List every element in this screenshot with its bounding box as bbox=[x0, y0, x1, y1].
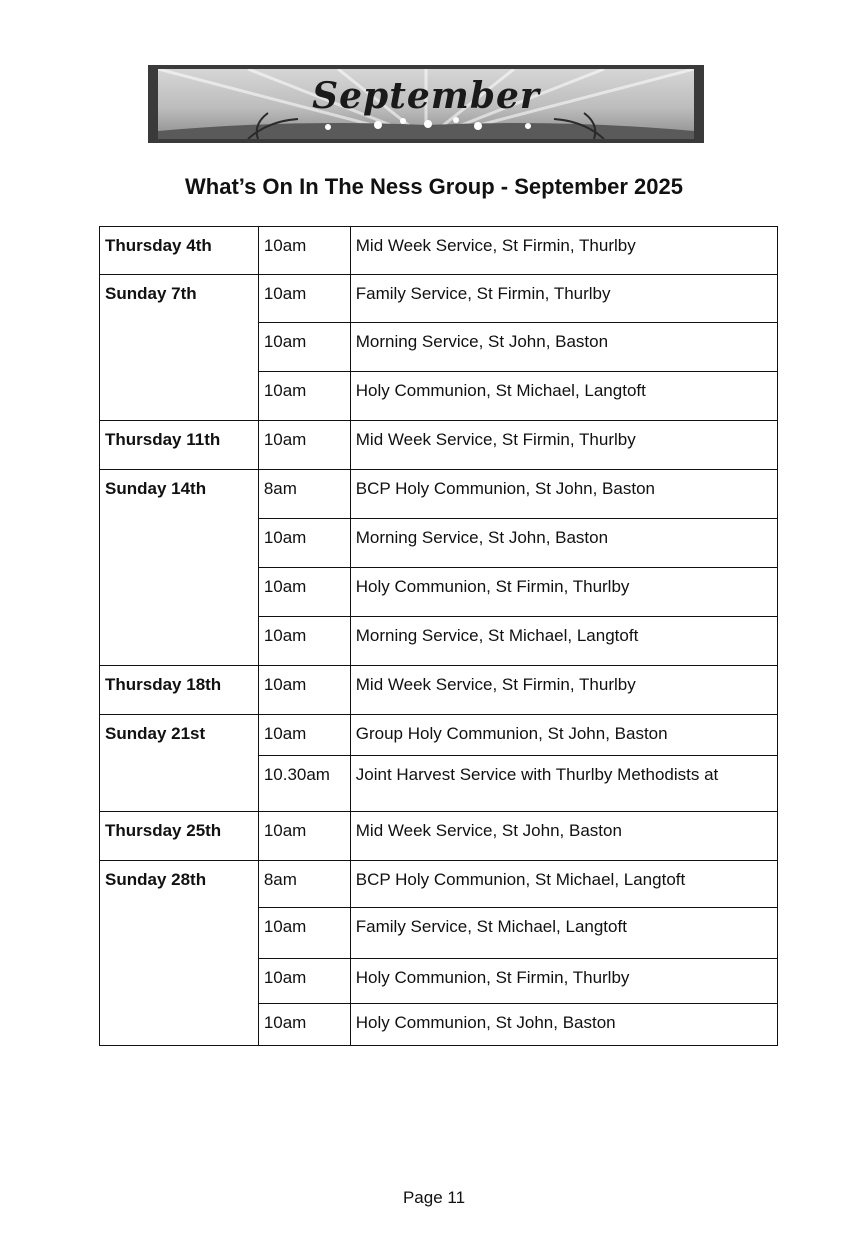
banner-image bbox=[158, 69, 694, 139]
schedule-table bbox=[99, 226, 778, 1046]
schedule-event: Family Service, St Firmin, Thurlby bbox=[350, 275, 777, 323]
schedule-event: Mid Week Service, St John, Baston bbox=[350, 812, 777, 861]
schedule-day: Sunday 7th bbox=[100, 275, 259, 421]
schedule-row bbox=[100, 861, 778, 908]
page-heading: What’s On In The Ness Group - September 2025 bbox=[185, 174, 683, 199]
schedule-event: Group Holy Communion, St John, Baston bbox=[350, 715, 777, 756]
schedule-event: BCP Holy Communion, St Michael, Langtoft bbox=[350, 861, 777, 908]
schedule-event: Family Service, St Michael, Langtoft bbox=[350, 908, 777, 959]
schedule-time: 10am bbox=[258, 323, 350, 372]
schedule-day: Sunday 14th bbox=[100, 470, 259, 666]
schedule-time: 10am bbox=[258, 421, 350, 470]
banner-title: September bbox=[312, 75, 540, 117]
schedule-day: Thursday 4th bbox=[100, 227, 259, 275]
schedule-day: Thursday 18th bbox=[100, 666, 259, 715]
schedule-row bbox=[100, 227, 778, 275]
schedule-event: Holy Communion, St Firmin, Thurlby bbox=[350, 959, 777, 1004]
schedule-event: BCP Holy Communion, St John, Baston bbox=[350, 470, 777, 519]
schedule-time: 10am bbox=[258, 227, 350, 275]
schedule-event: Holy Communion, St Firmin, Thurlby bbox=[350, 568, 777, 617]
schedule-time: 10am bbox=[258, 666, 350, 715]
schedule-time: 10am bbox=[258, 908, 350, 959]
schedule-time: 10am bbox=[258, 715, 350, 756]
schedule-row bbox=[100, 715, 778, 756]
schedule-row bbox=[100, 812, 778, 861]
schedule-event: Morning Service, St John, Baston bbox=[350, 519, 777, 568]
schedule-row bbox=[100, 421, 778, 470]
schedule-event: Holy Communion, St Michael, Langtoft bbox=[350, 372, 777, 421]
schedule-row bbox=[100, 470, 778, 519]
schedule-time: 10am bbox=[258, 1004, 350, 1046]
schedule-time: 10am bbox=[258, 812, 350, 861]
schedule-time: 10am bbox=[258, 275, 350, 323]
schedule-event: Morning Service, St Michael, Langtoft bbox=[350, 617, 777, 666]
schedule-day: Thursday 25th bbox=[100, 812, 259, 861]
page-number: Page 11 bbox=[402, 1188, 466, 1207]
schedule-event: Mid Week Service, St Firmin, Thurlby bbox=[350, 666, 777, 715]
schedule-time: 10am bbox=[258, 372, 350, 421]
schedule-time: 8am bbox=[258, 470, 350, 519]
schedule-row bbox=[100, 666, 778, 715]
september-banner bbox=[148, 65, 704, 143]
schedule-event: Mid Week Service, St Firmin, Thurlby bbox=[350, 421, 777, 470]
schedule-day: Sunday 28th bbox=[100, 861, 259, 1046]
schedule-time: 8am bbox=[258, 861, 350, 908]
schedule-time: 10am bbox=[258, 568, 350, 617]
schedule-event: Mid Week Service, St Firmin, Thurlby bbox=[350, 227, 777, 275]
schedule-event: Holy Communion, St John, Baston bbox=[350, 1004, 777, 1046]
schedule-time: 10am bbox=[258, 519, 350, 568]
schedule-time: 10am bbox=[258, 959, 350, 1004]
schedule-event: Joint Harvest Service with Thurlby Methodists at bbox=[350, 756, 777, 812]
schedule-time: 10.30am bbox=[258, 756, 350, 812]
schedule-event: Morning Service, St John, Baston bbox=[350, 323, 777, 372]
schedule-day: Thursday 11th bbox=[100, 421, 259, 470]
schedule-day: Sunday 21st bbox=[100, 715, 259, 812]
schedule-row bbox=[100, 275, 778, 323]
schedule-time: 10am bbox=[258, 617, 350, 666]
